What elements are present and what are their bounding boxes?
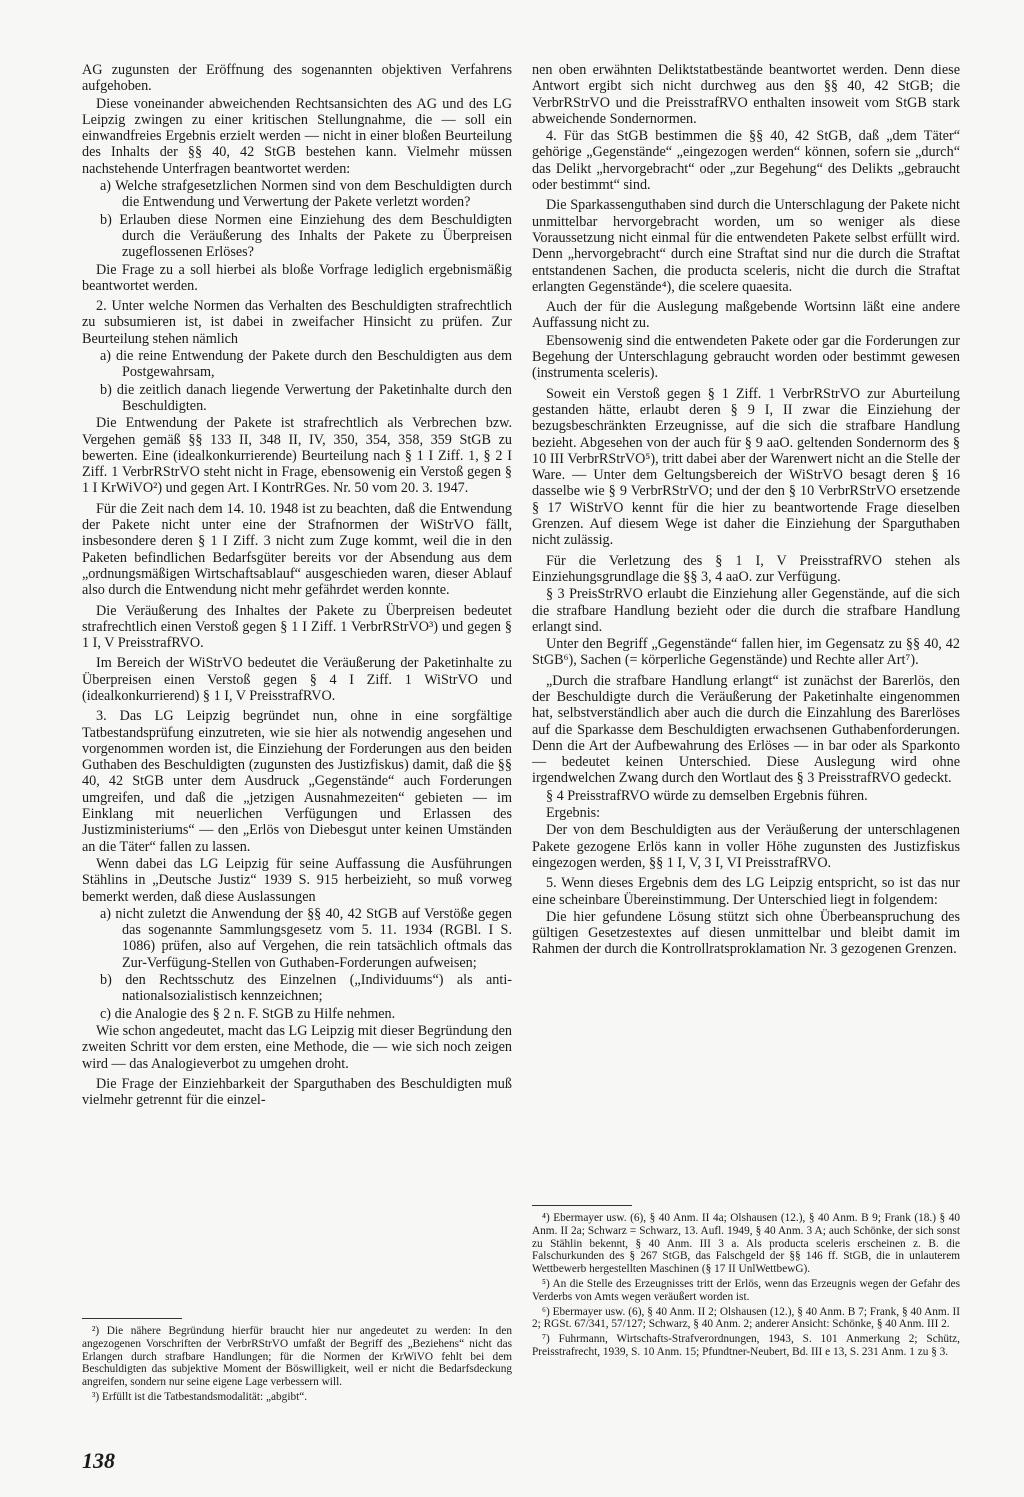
paragraph: Die hier gefundene Lösung stützt sich ohne Überbeanspruchung des gültigen Gesetzestextes auf diesen unmittelbar und bleibt damit im Rahmen der durch die Kontrollratsproklamation Nr. 3 gezogenen Grenzen. [532,908,960,958]
paragraph: 5. Wenn dieses Ergebnis dem des LG Leipzig entspricht, so ist das nur eine scheinbare Übereinstimmung. Der Unterschied liegt in folgendem: [532,875,960,908]
paragraph: Diese voneinander abweichenden Rechtsansichten des AG und des LG Leipzig zwingen zu einer kritischen Stellungnahme, die — soll ein einwandfreies Ergebnis erzielt werden — nicht in einer bloßen Beurteilung des Inhalts der §§ 40, 42 StGB bestehen kann. Vielmehr müssen nachstehende Unterfragen beantwortet werden: [82,95,512,177]
paragraph: Auch der für die Auslegung maßgebende Wortsinn läßt eine andere Auffassung nicht zu. [532,299,960,332]
paragraph: Die Frage zu a soll hierbei als bloße Vorfrage lediglich ergebnismäßig beantwortet werden. [82,261,512,294]
paragraph: Ebensowenig sind die entwendeten Pakete oder gar die Forderungen zur Begehung der Unterschlagung gebraucht worden oder bestimmt gewesen (instrumenta sceleris). [532,332,960,382]
right-column [532,62,960,959]
footnotes-right [532,1212,960,1361]
page-number: 138 [82,1448,115,1473]
footnote: ⁶) Ebermayer usw. (6), § 40 Anm. II 2; Olshausen (12.), § 40 Anm. B 7; Frank, § 40 Anm. II 2; RGSt. 67/341, 57/127; Schwarz, § 40 Anm. 2; anderer Ansicht: Schönke, § 40 Anm. III 2. [532,1305,960,1331]
paragraph: § 4 PreisstrafRVO würde zu demselben Ergebnis führen. [546,787,868,804]
paragraph: Der von dem Beschuldigten aus der Veräußerung der unterschlagenen Pakete gezogene Erlös kann in voller Höhe zugunsten des Justizfiskus eingezogen werden, §§ 1 I, V, 3 I, VI PreisstrafRVO. [532,822,960,871]
paragraph: Die Entwendung der Pakete ist strafrechtlich als Verbrechen bzw. Vergehen gemäß §§ 133 II, 348 II, IV, 350, 354, 358, 359 StGB zu bewerten. Eine (idealkonkurrierende) Beurteilung nach § 1 I Ziff. 1, § 2 I Ziff. 1 VerbrRStrVO steht nicht in Frage, ebensowenig ein Verstoß gegen § 1 I KrWiVO²) und gegen Art. I KontrRGes. Nr. 50 vom 20. 3. 1947. [82,415,512,497]
paragraph: „Durch die strafbare Handlung erlangt“ ist zunächst der Barerlös, den der Beschuldigte durch die Veräußerung der Paketinhalte eingenommen hat, selbstverständlich aber auch die durch die Einzahlung des Barerlöses auf die Sparkasse dem Beschuldigten erwachsenen Guthabenforderungen. Denn die Art der Aufbewahrung des Erlöses — in bar oder als Sparkonto — bedeutet keinen Unterschied. Diese Auslegung wird ohne irgendwelchen Zwang durch den Wortlaut des § 3 PreisstrafRVO gedeckt. [532,672,960,787]
footnotes-left [82,1325,512,1406]
paragraph: Soweit ein Verstoß gegen § 1 Ziff. 1 VerbrRStrVO zur Aburteilung gestanden hätte, erlaubt deren § 9 I, II zwar die Einziehung der bezugsbeschränkten Erzeugnisse, auf die sich die strafbare Handlung bezieht. Abgesehen von der auch für § 9 aaO. geltenden Sondernorm des § 10 III VerbrRStrVO⁵), tritt dabei aber der Warenwert nicht an die Stelle der Ware. — Unter dem Geltungsbereich der WiStrVO besagt deren § 16 dasselbe wie § 9 VerbrRStrVO; und der den § 10 VerbrRStrVO ersetzende § 17 WiStrVO kennt für die hier zu beantwortende Frage dieselben Grenzen. Auf diesem Wege ist daher die Einziehung der Sparguthaben nicht zulässig. [532,385,960,549]
footnote: ⁴) Ebermayer usw. (6), § 40 Anm. II 4a; Olshausen (12.), § 40 Anm. B 9; Frank (18.) § 40 Anm. II 2a; Schwarz = Schwarz, 13. Aufl. 1949, § 40 Anm. 3 A; auch Schönke, der sich sonst zu Stählin bekennt, § 40 Anm. III 3 a. Als producta sceleris erscheinen z. B. die Falschurkunden des § 267 StGB, das Falschgeld der §§ 146 ff. StGB, die in unlauterem Wettbewerb hergestellten Maschinen (§ 17 II UnlWettbewG). [532,1212,960,1276]
left-column [82,62,512,1109]
paragraph: § 3 PreisStrRVO erlaubt die Einziehung aller Gegenstände, auf die sich die strafbare Handlung bezieht oder die durch die strafbare Handlung erlangt sind. [532,586,960,635]
list-item: b) den Rechtsschutz des Einzelnen („Individuums“) als anti-nationalsozialistisch kennzeichnen; [100,972,512,1005]
footnote-divider [532,1205,632,1206]
paragraph: Die Frage der Einziehbarkeit der Sparguthaben des Beschuldigten muß vielmehr getrennt für die einzel- [82,1075,512,1109]
paragraph: 2. Unter welche Normen das Verhalten des Beschuldigten strafrechtlich zu subsumieren ist, ist dabei in zweifacher Hinsicht zu prüfen. Zur Beurteilung stehen nämlich [82,298,512,347]
paragraph: Unter den Begriff „Gegenstände“ fallen hier, im Gegensatz zu §§ 40, 42 StGB⁶), Sachen (= körperliche Gegenstände) und Rechte aller Art⁷). [532,636,960,669]
paragraph: nen oben erwähnten Deliktstatbestände beantwortet werden. Denn diese Antwort ergibt sich nicht durchweg aus den §§ 40, 42 StGB; die VerbrRStrVO und die PreisstrafRVO enthalten insoweit vom StGB stark abweichende Sondernormen. [532,62,960,127]
paragraph: Die Sparkassenguthaben sind durch die Unterschlagung der Pakete nicht unmittelbar hervorgebracht worden, um so weniger als diese Voraussetzung nicht einmal für die entwendeten Pakete selbst erfüllt wird. Denn „hervorgebracht“ durch eine Straftat sind nur die durch die Straftat entstandenen Sachen, die producta sceleris, nicht die durch die Straftat erlangten Gegenstände⁴), die scelere quaesita. [532,197,960,295]
footnote: ⁵) An die Stelle des Erzeugnisses tritt der Erlös, wenn das Erzeugnis wegen der Gefahr des Verderbs von Amts wegen veräußert worden ist. [532,1277,960,1303]
paragraph: AG zugunsten der Eröffnung des sogenannten objektiven Verfahrens aufgehoben. [82,62,512,95]
footnote: ⁷) Fuhrmann, Wirtschafts-Strafverordnungen, 1943, S. 101 Anmerkung 2; Schütz, Preisstrafrecht, 1939, S. 10 Anm. 15; Pfundtner-Neubert, Bd. III e 13, S. 231 Anm. 1 zu § 3. [532,1333,960,1358]
paragraph: Im Bereich der WiStrVO bedeutet die Veräußerung der Paketinhalte zu Überpreisen einen Verstoß gegen § 4 I Ziff. 1 WiStrVO und (idealkonkurrierend) § 1 I, V PreisstrafRVO. [82,655,512,704]
paragraph: 3. Das LG Leipzig begründet nun, ohne in eine sorgfältige Tatbestandsprüfung einzutreten, wie sie hier als notwendig angesehen und vorgenommen worden ist, die Einziehung der Forderungen aus den beiden Guthaben des Beschuldigten (zugunsten des Justizfiskus) damit, daß die §§ 40, 42 StGB unter dem Ausdruck „Gegenstände“ auch Forderungen umgreifen, und daß die „jetzigen Ausnahmezeiten“ gebieten — im Einklang mit neuerlichen Verfügungen und Erlassen des Justizministeriums“ — den „Erlös von Diebesgut unter keinen Umständen an die Täter“ fallen zu lassen. [82,708,512,855]
list-item: a) Welche strafgesetzlichen Normen sind von dem Beschuldigten durch die Entwendung und Verwertung der Pakete verletzt worden? [100,178,512,211]
list-item: b) Erlauben diese Normen eine Einziehung des dem Beschuldigten durch die Veräußerung des Inhalts der Pakete zu Überpreisen zugeflossenen Erlöses? [100,211,512,261]
list-item: b) die zeitlich danach liegende Verwertung der Paketinhalte durch den Beschuldigten. [100,381,512,414]
list-item: c) die Analogie des § 2 n. F. StGB zu Hilfe nehmen. [100,1005,396,1022]
section-heading: Ergebnis: [546,805,601,822]
footnote: ²) Die nähere Begründung hierfür braucht hier nur angedeutet zu werden: In den angezogenen Vorschriften der VerbrRStrVO umfaßt der Begriff des „Beziehens“ nicht das Erlangen durch strafbare Handlungen; für die Normen der KrWiVO fehlt bei dem Beschuldigten das subjektive Moment der Böswilligkeit, weil er nicht die Bedarfsdeckung angreifen, sondern nur seine eigene Lage verbessern will. [82,1325,512,1389]
footnote-divider [82,1318,182,1319]
paragraph: Wenn dabei das LG Leipzig für seine Auffassung die Ausführungen Stählins in „Deutsche Justiz“ 1939 S. 915 herbeizieht, so muß vorweg bemerkt werden, daß diese Auslassungen [82,855,512,905]
list-item: a) nicht zuletzt die Anwendung der §§ 40, 42 StGB auf Verstöße gegen das sogenannte Sammlungsgesetz vom 5. 11. 1934 (RGBl. I S. 1086) prüfen, also auf Vergehen, die rein tatsächlich oftmals das Zur-Verfügung-Stellen von Guthaben-Forderungen aufweisen; [100,905,512,971]
paragraph: Die Veräußerung des Inhaltes der Pakete zu Überpreisen bedeutet strafrechtlich einen Verstoß gegen § 1 I Ziff. 1 VerbrRStrVO³) und gegen § 1 I, V PreisstrafRVO. [82,602,512,652]
footnote: ³) Erfüllt ist die Tatbestandsmodalität: „abgibt“. [92,1390,308,1403]
paragraph: 4. Für das StGB bestimmen die §§ 40, 42 StGB, daß „dem Täter“ gehörige „Gegenstände“ „eingezogen werden“ können, sofern sie „durch“ das Delikt „hervorgebracht“ oder „zur Begehung“ des Delikts „gebraucht oder bestimmt“ sind. [532,128,960,194]
paragraph: Für die Zeit nach dem 14. 10. 1948 ist zu beachten, daß die Entwendung der Pakete nicht unter eine der Strafnormen der WiStrVO fällt, insbesondere deren § 1 I Ziff. 3 nicht zum Zuge kommt, weil die in den Paketen befindlichen Bedarfsgüter bereits vor der Absendung aus dem „ordnungsmäßigen Wirtschaftsablauf“ ausgeschieden waren, dieser Ablauf also durch die Entwendung nicht mehr gefährdet werden konnte. [82,500,512,599]
paragraph: Für die Verletzung des § 1 I, V PreisstrafRVO stehen als Einziehungsgrundlage die §§ 3, 4 aaO. zur Verfügung. [532,552,960,585]
paragraph: Wie schon angedeutet, macht das LG Leipzig mit dieser Begründung den zweiten Schritt vor dem ersten, eine Methode, die — wie sich noch zeigen wird — das Analogieverbot zu umgehen droht. [82,1022,512,1072]
list-item: a) die reine Entwendung der Pakete durch den Beschuldigten aus dem Postgewahrsam, [100,348,512,381]
